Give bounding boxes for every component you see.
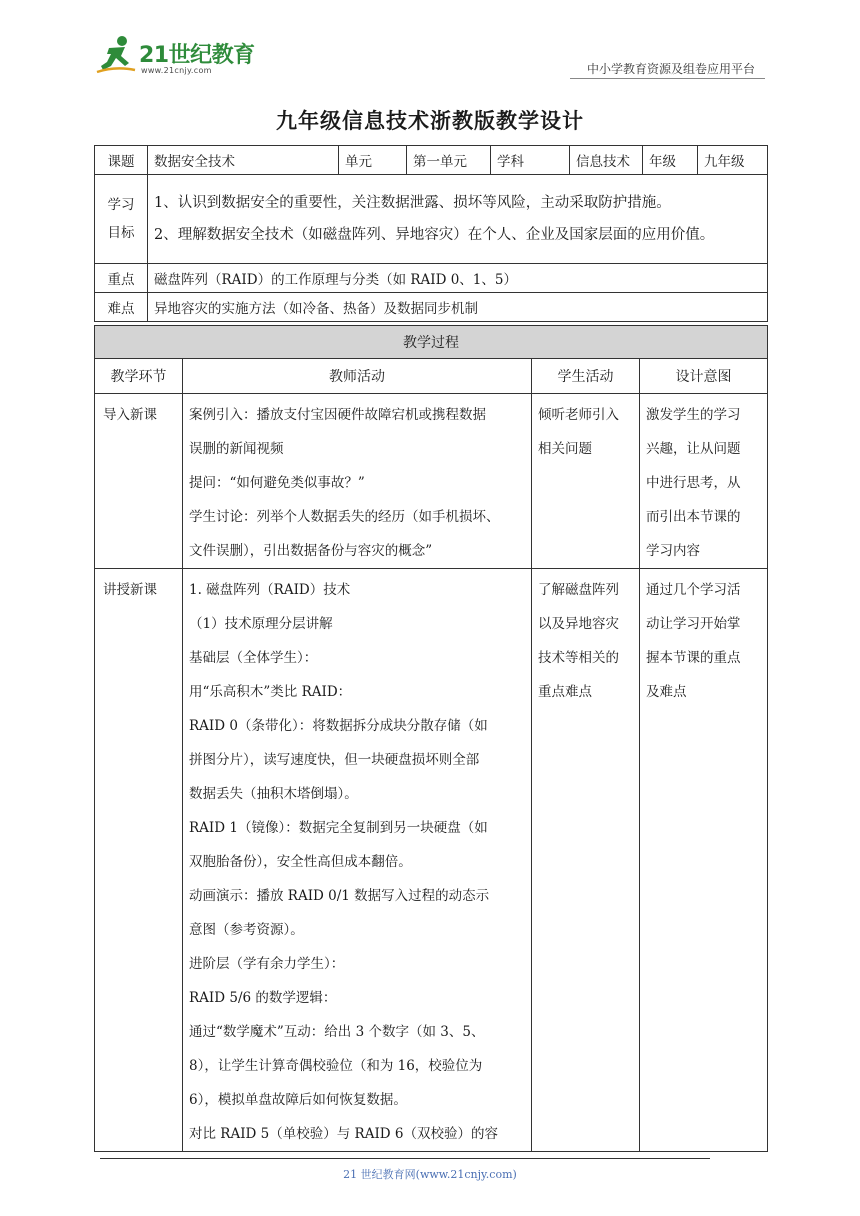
logo-url: www.21cnjy.com: [141, 66, 212, 75]
key-value: 磁盘阵列（RAID）的工作原理与分类（如 RAID 0、1、5）: [148, 264, 768, 293]
goals-label: 学习 目标: [95, 175, 148, 264]
difficulty-value: 异地容灾的实施方法（如冷备、热备）及数据同步机制: [148, 293, 768, 322]
teaching-process-table: [94, 325, 768, 1152]
site-logo: [95, 32, 265, 76]
column-header: 设计意图: [640, 359, 768, 394]
text-line: 进阶层（学有余力学生）：: [189, 956, 345, 972]
student-activity-cell: [532, 569, 640, 1152]
text-line: 8），让学生计算奇偶校验位（和为 16，校验位为: [189, 1058, 483, 1074]
text-line: 学生讨论：列举个人数据丢失的经历（如手机损坏、: [189, 509, 500, 525]
subject-label: 学科: [491, 146, 570, 175]
stage-cell: 讲授新课: [95, 569, 183, 1152]
design-intent-cell: [640, 394, 768, 569]
text-line: 中进行思考，从: [646, 475, 741, 491]
page-header: [95, 28, 765, 80]
text-line: 案例引入：播放支付宝因硬件故障宕机或携程数据: [189, 407, 486, 423]
text-line: 对比 RAID 5（单校验）与 RAID 6（双校验）的容: [189, 1126, 498, 1142]
column-header: 学生活动: [532, 359, 640, 394]
subject-value: 信息技术: [570, 146, 643, 175]
text-line: 通过“数学魔术”互动：给出 3 个数字（如 3、5、: [189, 1024, 485, 1040]
column-header: 教学环节: [95, 359, 183, 394]
text-line: 以及异地容灾: [538, 616, 619, 632]
text-line: 用“乐高积木”类比 RAID：: [189, 684, 352, 700]
course-info-table: [94, 145, 768, 322]
process-band: 教学过程: [95, 326, 768, 359]
unit-value: 第一单元: [407, 146, 491, 175]
grade-value: 九年级: [698, 146, 768, 175]
text-line: 相关问题: [538, 441, 592, 457]
text-line: 6），模拟单盘故障后如何恢复数据。: [189, 1092, 407, 1108]
goal-item: 2、理解数据安全技术（如磁盘阵列、异地容灾）在个人、企业及国家层面的应用价值。: [154, 227, 715, 243]
student-activity-cell: [532, 394, 640, 569]
text-line: 提问：“如何避免类似事故？”: [189, 475, 365, 491]
header-divider: [570, 78, 765, 79]
text-line: 兴趣，让从问题: [646, 441, 741, 457]
text-line: RAID 5/6 的数学逻辑：: [189, 990, 337, 1006]
teacher-activity-cell: [183, 394, 532, 569]
stage-cell: 导入新课: [95, 394, 183, 569]
runner-logo-icon: [95, 32, 139, 76]
page-footer: 21 世纪教育网(www.21cnjy.com): [343, 1168, 517, 1181]
text-line: 学习内容: [646, 543, 700, 559]
text-line: 通过几个学习活: [646, 582, 741, 598]
design-intent-cell: [640, 569, 768, 1152]
text-line: RAID 1（镜像）：数据完全复制到另一块硬盘（如: [189, 820, 488, 836]
teacher-activity-cell: [183, 569, 532, 1152]
text-line: 误删的新闻视频: [189, 441, 284, 457]
text-line: 文件误删），引出数据备份与容灾的概念”: [189, 543, 433, 559]
text-line: （1）技术原理分层讲解: [189, 616, 333, 632]
text-line: 握本节课的重点: [646, 650, 741, 666]
column-header: 教师活动: [183, 359, 532, 394]
text-line: 动让学习开始掌: [646, 616, 741, 632]
grade-label: 年级: [643, 146, 698, 175]
text-line: 基础层（全体学生）：: [189, 650, 318, 666]
text-line: 动画演示：播放 RAID 0/1 数据写入过程的动态示: [189, 888, 490, 904]
text-line: 了解磁盘阵列: [538, 582, 619, 598]
footer-divider: [100, 1158, 710, 1159]
text-line: 及难点: [646, 684, 687, 700]
topic-label: 课题: [95, 146, 148, 175]
topic-value: 数据安全技术: [148, 146, 339, 175]
text-line: 倾听老师引入: [538, 407, 619, 423]
text-line: 而引出本节课的: [646, 509, 741, 525]
unit-label: 单元: [339, 146, 407, 175]
text-line: 拼图分片），读写速度快，但一块硬盘损坏则全部: [189, 752, 480, 768]
text-line: 数据丢失（抽积木塔倒塌）。: [189, 786, 358, 802]
text-line: 重点难点: [538, 684, 592, 700]
text-line: 意图（参考资源）。: [189, 922, 304, 938]
document-title: 九年级信息技术浙教版教学设计: [276, 109, 584, 133]
goal-item: 1、认识到数据安全的重要性，关注数据泄露、损坏等风险，主动采取防护措施。: [154, 195, 671, 211]
goals-value: [148, 175, 768, 264]
text-line: RAID 0（条带化）：将数据拆分成块分散存储（如: [189, 718, 488, 734]
key-label: 重点: [95, 264, 148, 293]
logo-wordmark: 21世纪教育: [139, 43, 255, 68]
text-line: 1. 磁盘阵列（RAID）技术: [189, 582, 351, 598]
platform-name: 中小学教育资源及组卷应用平台: [586, 62, 755, 76]
text-line: 技术等相关的: [538, 650, 619, 666]
text-line: 双胞胎备份），安全性高但成本翻倍。: [189, 854, 412, 870]
difficulty-label: 难点: [95, 293, 148, 322]
text-line: 激发学生的学习: [646, 407, 741, 423]
